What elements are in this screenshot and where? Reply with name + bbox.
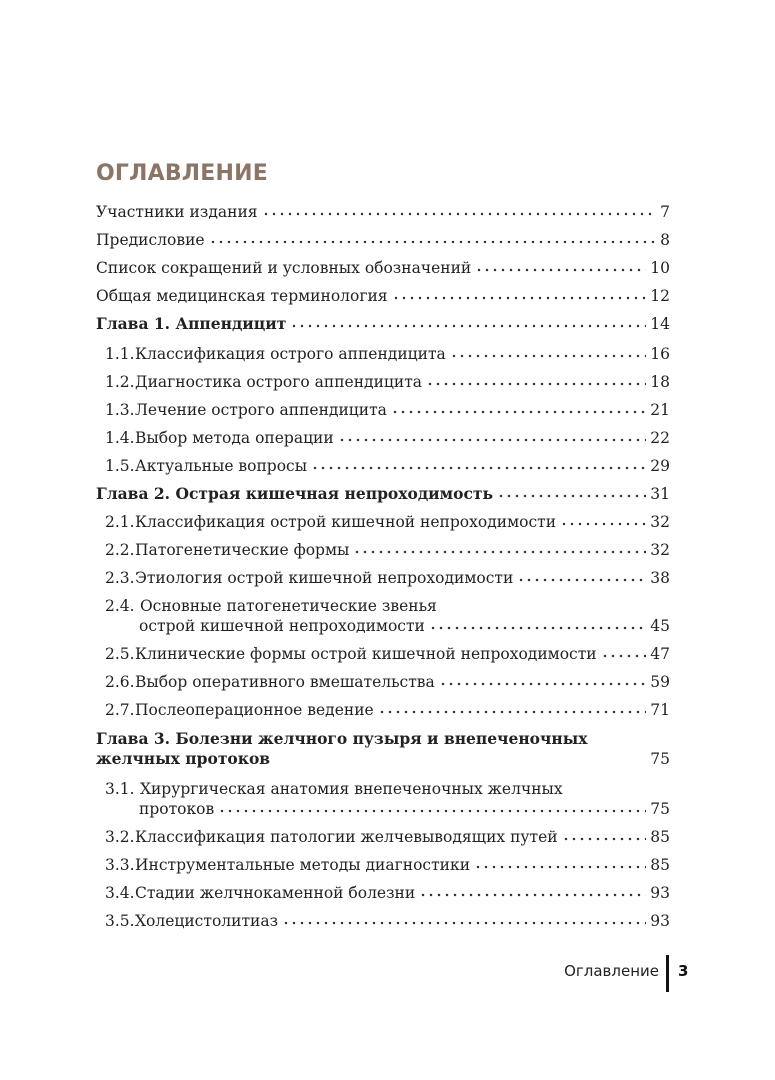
- toc-entry-page: 38: [650, 569, 670, 587]
- toc-subentry[interactable]: [105, 911, 670, 931]
- toc-entry-label-line2: острой кишечной непроходимости: [139, 617, 425, 635]
- toc-subentry[interactable]: [105, 400, 670, 420]
- toc-entry-label: Предисловие: [96, 231, 205, 249]
- toc-entry-label: Лечение острого аппендицита: [135, 401, 387, 419]
- toc-entry-page: 12: [650, 287, 670, 305]
- dot-leader: [274, 759, 646, 763]
- toc-entry-label: Классификация острого аппендицита: [135, 345, 446, 363]
- toc-entry-label: Стадии желчнокаменной болезни: [135, 884, 416, 902]
- toc-entry-number: 3.3.: [105, 856, 135, 874]
- dot-leader: [426, 382, 646, 386]
- dot-leader: [419, 893, 646, 897]
- dot-leader: [282, 921, 646, 925]
- toc-entry-number: 2.7.: [105, 701, 135, 719]
- toc-entry-label: Этиология острой кишечной непроходимости: [135, 569, 514, 587]
- toc-entry-page: 7: [660, 203, 670, 221]
- dot-leader: [338, 438, 647, 442]
- dot-leader: [475, 268, 646, 272]
- toc-entry-label: Список сокращений и условных обозначений: [96, 259, 472, 277]
- toc-entry-number: 2.4.: [105, 597, 135, 615]
- toc-entry-label: Холецистолитиаз: [135, 912, 279, 930]
- dot-leader: [391, 410, 646, 414]
- toc-entry-label: Глава 2. Острая кишечная непроходимость: [96, 484, 494, 503]
- toc-entry-page: 71: [650, 701, 670, 719]
- toc-subentry[interactable]: [105, 540, 670, 560]
- toc-entry-label: Актуальные вопросы: [135, 457, 308, 475]
- toc-entry-page: 18: [650, 373, 670, 391]
- toc-entry-label: Общая медицинская терминология: [96, 287, 388, 305]
- toc-subentry[interactable]: [105, 596, 670, 636]
- toc-entry-number: 2.3.: [105, 569, 135, 587]
- toc-entry-page: 45: [650, 617, 670, 635]
- toc-chapter-entry[interactable]: [96, 729, 670, 769]
- toc-heading: ОГЛАВЛЕНИЕ: [96, 161, 268, 186]
- toc-entry-page: 10: [650, 259, 670, 277]
- toc-entry-label: Послеоперационное ведение: [135, 701, 374, 719]
- toc-subentry[interactable]: [105, 827, 670, 847]
- toc-entry[interactable]: [96, 202, 670, 222]
- toc-entry-number: 2.5.: [105, 645, 135, 663]
- dot-leader: [601, 654, 647, 658]
- toc-entry-page: 21: [650, 401, 670, 419]
- dot-leader: [439, 682, 646, 686]
- toc-subentry[interactable]: [105, 779, 670, 819]
- page-number: 3: [678, 962, 689, 980]
- toc-subentry[interactable]: [105, 700, 670, 720]
- toc-entry-page: 85: [650, 856, 670, 874]
- dot-leader: [429, 626, 646, 630]
- toc-chapter-entry[interactable]: [96, 314, 670, 334]
- dot-leader: [392, 296, 647, 300]
- toc-entry[interactable]: [96, 230, 670, 250]
- running-footer-section: Оглавление: [564, 962, 659, 980]
- toc-entry-label: Диагностика острого аппендицита: [135, 373, 423, 391]
- toc-entry-page: 22: [650, 429, 670, 447]
- toc-entry-number: 2.6.: [105, 673, 135, 691]
- toc-entry-label: Выбор метода операции: [135, 429, 334, 447]
- toc-entry-number: 1.2.: [105, 373, 135, 391]
- toc-subentry[interactable]: [105, 512, 670, 532]
- dot-leader: [474, 865, 646, 869]
- toc-entry-label: Патогенетические формы: [135, 541, 350, 559]
- toc-subentry[interactable]: [105, 372, 670, 392]
- toc-entry-page: 93: [650, 912, 670, 930]
- toc-entry-label-line2: протоков: [139, 800, 215, 818]
- dot-leader: [262, 212, 657, 216]
- toc-subentry[interactable]: [105, 428, 670, 448]
- toc-entry-page: 75: [650, 750, 670, 768]
- toc-subentry[interactable]: [105, 344, 670, 364]
- toc-entry-page: 31: [650, 485, 670, 503]
- toc-entry-label: Выбор оперативного вмешательства: [135, 673, 435, 691]
- toc-subentry[interactable]: [105, 672, 670, 692]
- toc-entry-page: 59: [650, 673, 670, 691]
- toc-subentry[interactable]: [105, 456, 670, 476]
- toc-entry-number: 3.1.: [105, 780, 135, 798]
- dot-leader: [311, 466, 646, 470]
- toc-entry-page: 47: [650, 645, 670, 663]
- toc-entry-label: Клинические формы острой кишечной непроходимости: [135, 645, 597, 663]
- toc-entry-label: Глава 1. Аппендицит: [96, 314, 287, 333]
- toc-entry-number: 3.5.: [105, 912, 135, 930]
- toc-entry-label-line2: желчных протоков: [96, 749, 271, 768]
- toc-subentry[interactable]: [105, 855, 670, 875]
- toc-entry-page: 93: [650, 884, 670, 902]
- dot-leader: [562, 837, 647, 841]
- toc-subentry[interactable]: [105, 568, 670, 588]
- toc-subentry[interactable]: [105, 644, 670, 664]
- toc-entry-label-line1: Основные патогенетические звенья: [139, 597, 437, 615]
- toc-entry-number: 1.4.: [105, 429, 135, 447]
- toc-entry-page: 85: [650, 828, 670, 846]
- toc-entry-page: 75: [650, 800, 670, 818]
- toc-entry-label: Классификация патологии желчевыводящих путей: [135, 828, 558, 846]
- dot-leader: [353, 550, 646, 554]
- dot-leader: [450, 354, 646, 358]
- toc-entry-page: 16: [650, 345, 670, 363]
- toc-chapter-entry[interactable]: [96, 484, 670, 504]
- toc-entry-label-line1: Глава 3. Болезни желчного пузыря и внепеченочных: [96, 729, 588, 748]
- toc-entry-number: 2.2.: [105, 541, 135, 559]
- toc-entry[interactable]: [96, 286, 670, 306]
- dot-leader: [290, 324, 646, 328]
- toc-entry-label: Участники издания: [96, 203, 258, 221]
- dot-leader: [218, 809, 646, 813]
- toc-entry-number: 3.2.: [105, 828, 135, 846]
- toc-entry-page: 32: [650, 513, 670, 531]
- dot-leader: [560, 522, 646, 526]
- toc-entry-page: 8: [660, 231, 670, 249]
- toc-subentry[interactable]: [105, 883, 670, 903]
- toc-entry-label: Классификация острой кишечной непроходимости: [135, 513, 557, 531]
- dot-leader: [209, 240, 657, 244]
- dot-leader: [378, 710, 647, 714]
- toc-entry-number: 3.4.: [105, 884, 135, 902]
- toc-entry-page: 32: [650, 541, 670, 559]
- toc-entry-number: 1.5.: [105, 457, 135, 475]
- toc-entry[interactable]: [96, 258, 670, 278]
- dot-leader: [497, 494, 646, 498]
- toc-entry-number: 2.1.: [105, 513, 135, 531]
- toc-entry-number: 1.3.: [105, 401, 135, 419]
- toc-entry-page: 29: [650, 457, 670, 475]
- footer-divider: [666, 955, 669, 992]
- toc-entry-label-line1: Хирургическая анатомия внепеченочных желчных: [139, 780, 563, 798]
- toc-entry-page: 14: [650, 315, 670, 333]
- dot-leader: [517, 578, 646, 582]
- toc-entry-number: 1.1.: [105, 345, 135, 363]
- toc-entry-label: Инструментальные методы диагностики: [135, 856, 471, 874]
